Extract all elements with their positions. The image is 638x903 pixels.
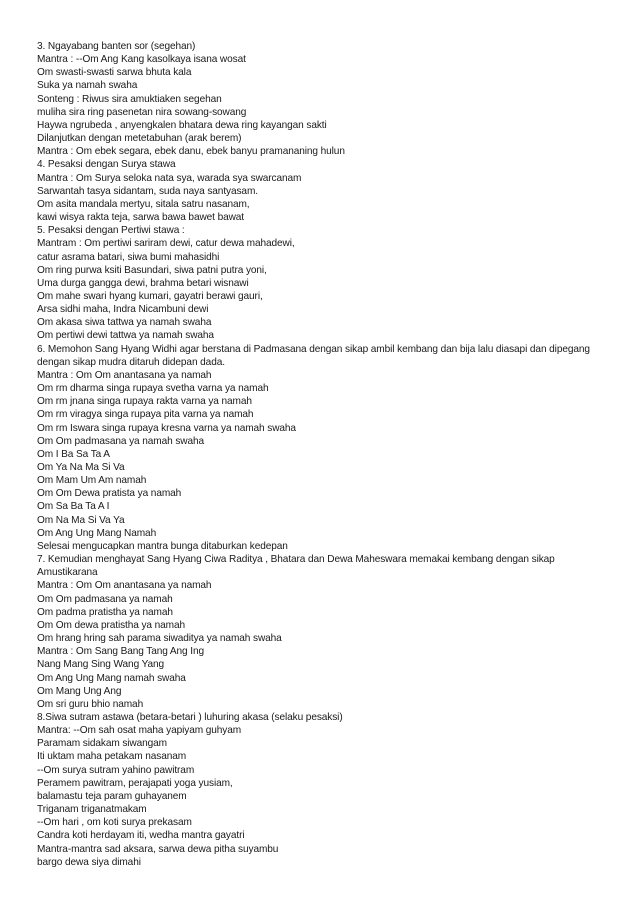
text-line: Mantra : --Om Ang Kang kasolkaya isana wosat (37, 54, 246, 66)
text-line: Mantra : Om Om anantasana ya namah (37, 369, 212, 381)
text-line: 6. Memohon Sang Hyang Widhi agar berstana di Padmasana dengan sikap ambil kembang dan bija lalu diasapi dan dipegang (37, 343, 590, 355)
document-body (37, 40, 607, 869)
text-line: Selesai mengucapkan mantra bunga ditaburkan kedepan (37, 540, 288, 552)
text-line: Om Om Dewa pratista ya namah (37, 488, 182, 500)
text-line: 5. Pesaksi dengan Pertiwi stawa : (37, 225, 185, 237)
text-line: Om padma pratistha ya namah (37, 606, 173, 618)
text-line: dengan sikap mudra ditaruh didepan dada. (37, 356, 225, 368)
text-line: Om pertiwi dewi tattwa ya namah swaha (37, 330, 214, 342)
text-line: Amustikarana (37, 567, 98, 579)
text-line: Om akasa siwa tattwa ya namah swaha (37, 317, 212, 329)
text-line: Om Mam Um Am namah (37, 475, 147, 487)
text-line: balamastu teja param guhayanem (37, 790, 187, 802)
text-line: Haywa ngrubeda , anyengkalen bhatara dewa ring kayangan sakti (37, 119, 327, 131)
text-line: Iti uktam maha petakam nasanam (37, 751, 187, 763)
text-line: Arsa sidhi maha, Indra Nicambuni dewi (37, 304, 209, 316)
text-line: Om rm Iswara singa rupaya kresna varna ya namah swaha (37, 422, 296, 434)
text-line: Om Om padmasana ya namah swaha (37, 435, 204, 447)
text-line: --Om surya sutram yahino pawitram (37, 764, 195, 776)
text-line: Om Sa Ba Ta A I (37, 501, 110, 513)
text-line: Mantra : Om Surya seloka nata sya, warada sya swarcanam (37, 172, 302, 184)
text-line: 7. Kemudian menghayat Sang Hyang Ciwa Raditya , Bhatara dan Dewa Maheswara memakai kembang dengan sikap (37, 554, 555, 566)
text-line: Paramam sidakam siwangam (37, 738, 167, 750)
text-line: catur asrama batari, siwa bumi mahasidhi (37, 251, 220, 263)
text-line: Om rm dharma singa rupaya svetha varna ya namah (37, 383, 269, 395)
text-line: Triganam triganatmakam (37, 804, 147, 816)
text-line: Om swasti-swasti sarwa bhuta kala (37, 67, 192, 79)
text-line: Dilanjutkan dengan metetabuhan (arak berem) (37, 133, 242, 145)
text-line: Uma durga gangga dewi, brahma betari wisnawi (37, 277, 249, 289)
text-line: Om asita mandala mertyu, sitala satru nasanam, (37, 198, 250, 210)
text-line: Sonteng : Riwus sira amuktiaken segehan (37, 93, 222, 105)
text-line: 8.Siwa sutram astawa (betara-betari ) luhuring akasa (selaku pesaksi) (37, 711, 343, 723)
text-line: Om Om dewa pratistha ya namah (37, 619, 186, 631)
text-line: Suka ya namah swaha (37, 80, 138, 92)
text-line: 3. Ngayabang banten sor (segehan) (37, 41, 196, 52)
text-line: Om Ang Ung Mang Namah (37, 527, 157, 539)
text-line: Om ring purwa ksiti Basundari, siwa patni putra yoni, (37, 264, 267, 276)
text-line: Mantra: --Om sah osat maha yapiyam guhyam (37, 725, 242, 737)
text-line: Mantra-mantra sad aksara, sarwa dewa pitha suyambu (37, 843, 279, 855)
text-line: Om rm viragya singa rupaya pita varna ya namah (37, 409, 254, 421)
text-line: Om Na Ma Si Va Ya (37, 514, 125, 526)
text-line: muliha sira ring pasenetan nira sowang-sowang (37, 106, 247, 118)
text-line: Mantra : Om Sang Bang Tang Ang Ing (37, 646, 204, 658)
text-line: Om Ya Na Ma Si Va (37, 462, 125, 473)
text-line: Om I Ba Sa Ta A (37, 448, 110, 460)
text-line: Om Ang Ung Mang namah swaha (37, 672, 186, 684)
text-line: Mantra : Om ebek segara, ebek danu, ebek banyu pramananing hulun (37, 146, 345, 158)
text-line: --Om hari , om koti surya prekasam (37, 817, 192, 829)
text-line: Om sri guru bhio namah (37, 698, 144, 710)
text-line: Peramem pawitram, perajapati yoga yusiam, (37, 777, 233, 789)
text-line: Om mahe swari hyang kumari, gayatri berawi gauri, (37, 290, 263, 302)
text-line: 4. Pesaksi dengan Surya stawa (37, 159, 176, 171)
text-line: Om rm jnana singa rupaya rakta varna ya namah (37, 396, 252, 408)
text-line: Mantra : Om Om anantasana ya namah (37, 580, 212, 592)
text-line: Om Om padmasana ya namah (37, 593, 173, 605)
text-line: bargo dewa siya dimahi (37, 856, 141, 868)
text-line: Om Mang Ung Ang (37, 685, 122, 697)
text-line: Candra koti herdayam iti, wedha mantra gayatri (37, 830, 245, 842)
text-line: Mantram : Om pertiwi sariram dewi, catur dewa mahadewi, (37, 238, 295, 250)
text-line: Nang Mang Sing Wang Yang (37, 659, 165, 671)
text-line: Sarwantah tasya sidantam, suda naya santyasam. (37, 185, 258, 197)
text-line: kawi wisya rakta teja, sarwa bawa bawet bawat (37, 212, 245, 224)
text-line: Om hrang hring sah parama siwaditya ya namah swaha (37, 633, 282, 645)
